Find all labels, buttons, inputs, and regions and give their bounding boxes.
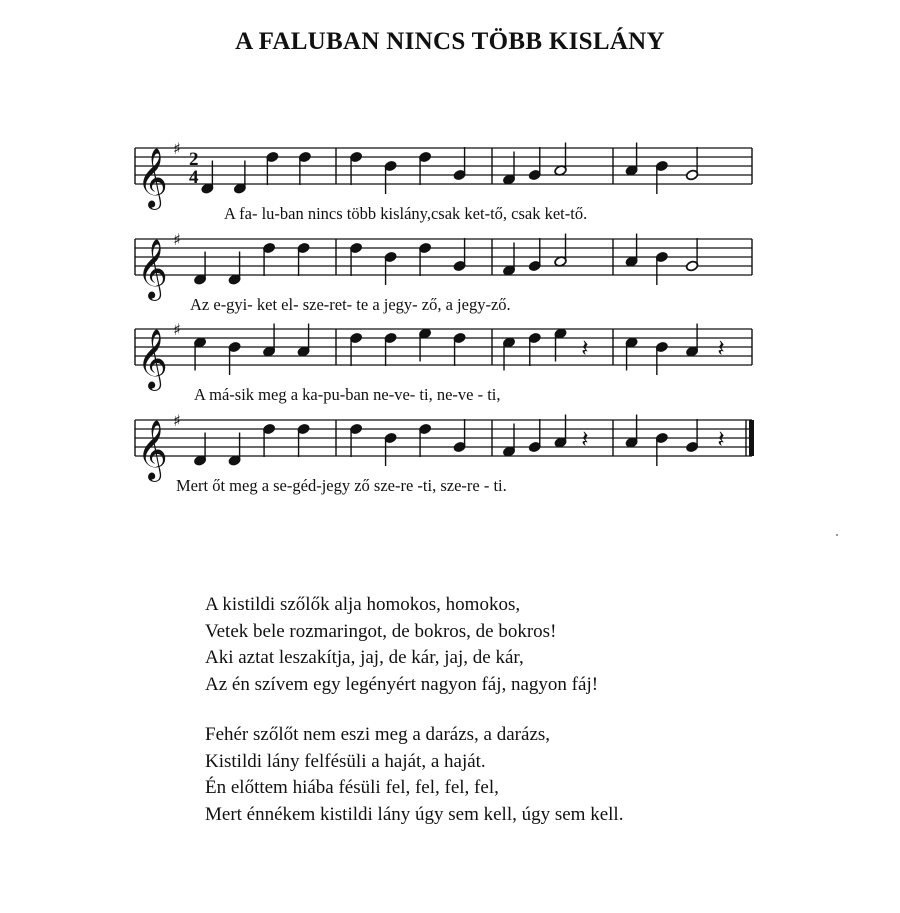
- staff-system-1: [135, 139, 752, 223]
- lyric-line-3: A má-sik meg a ka-pu-ban ne-ve- ti, ne-ve - ti,: [194, 385, 501, 404]
- final-barline-thick: [749, 420, 754, 456]
- treble-clef-icon: 𝄞: [137, 239, 168, 299]
- staff-system-3: [135, 320, 752, 404]
- quarter-rest-icon: 𝄽: [581, 334, 589, 362]
- verse-line: A kistildi szőlők alja homokos, homokos,: [205, 594, 521, 615]
- sharp-key-signature-icon: ♯: [173, 139, 181, 158]
- verse-line: Az én szívem egy legényért nagyon fáj, nagyon fáj!: [205, 673, 599, 695]
- quarter-rest-icon: 𝄽: [717, 334, 725, 362]
- verse-text: [205, 592, 805, 852]
- lyric-line-1: A fa- lu-ban nincs több kislány,csak ket-tő, csak ket-tő.: [224, 204, 588, 223]
- treble-clef-icon: 𝄞: [137, 148, 168, 208]
- time-signature-bottom: 4: [189, 167, 199, 188]
- verse-line: Én előttem hiába fésüli fel, fel, fel, fel,: [205, 777, 499, 798]
- time-signature-top: 2: [189, 149, 199, 170]
- sharp-key-signature-icon: ♯: [173, 320, 181, 339]
- sharp-key-signature-icon: ♯: [173, 411, 181, 430]
- verse-line: Kistildi lány felfésüli a haját, a haját.: [205, 750, 486, 772]
- lyric-line-4: Mert őt meg a se-géd-jegy ző sze-re -ti, sze-re - ti.: [176, 476, 507, 495]
- verse-line: Aki aztat leszakítja, jaj, de kár, jaj, de kár,: [205, 647, 524, 668]
- lyric-line-2: Az e-gyi- ket el- sze-ret- te a jegy- ző, a jegy-ző.: [190, 295, 511, 314]
- verse-line: Mert énnékem kistildi lány úgy sem kell, úgy sem kell.: [205, 803, 624, 825]
- stanza-1: [205, 592, 805, 698]
- quarter-rest-icon: 𝄽: [581, 425, 589, 453]
- verse-line: Vetek bele rozmaringot, de bokros, de bokros!: [205, 620, 557, 642]
- print-speck: [836, 534, 838, 536]
- verse-line: Fehér szőlőt nem eszi meg a darázs, a darázs,: [205, 724, 551, 745]
- quarter-rest-icon: 𝄽: [717, 425, 725, 453]
- treble-clef-icon: 𝄞: [137, 329, 168, 389]
- sharp-key-signature-icon: ♯: [173, 230, 181, 249]
- treble-clef-icon: 𝄞: [137, 420, 168, 480]
- song-title: A FALUBAN NINCS TÖBB KISLÁNY: [235, 28, 665, 55]
- stanza-2: [205, 722, 805, 828]
- staff-system-4: [135, 411, 754, 495]
- staff-system-2: [135, 230, 752, 314]
